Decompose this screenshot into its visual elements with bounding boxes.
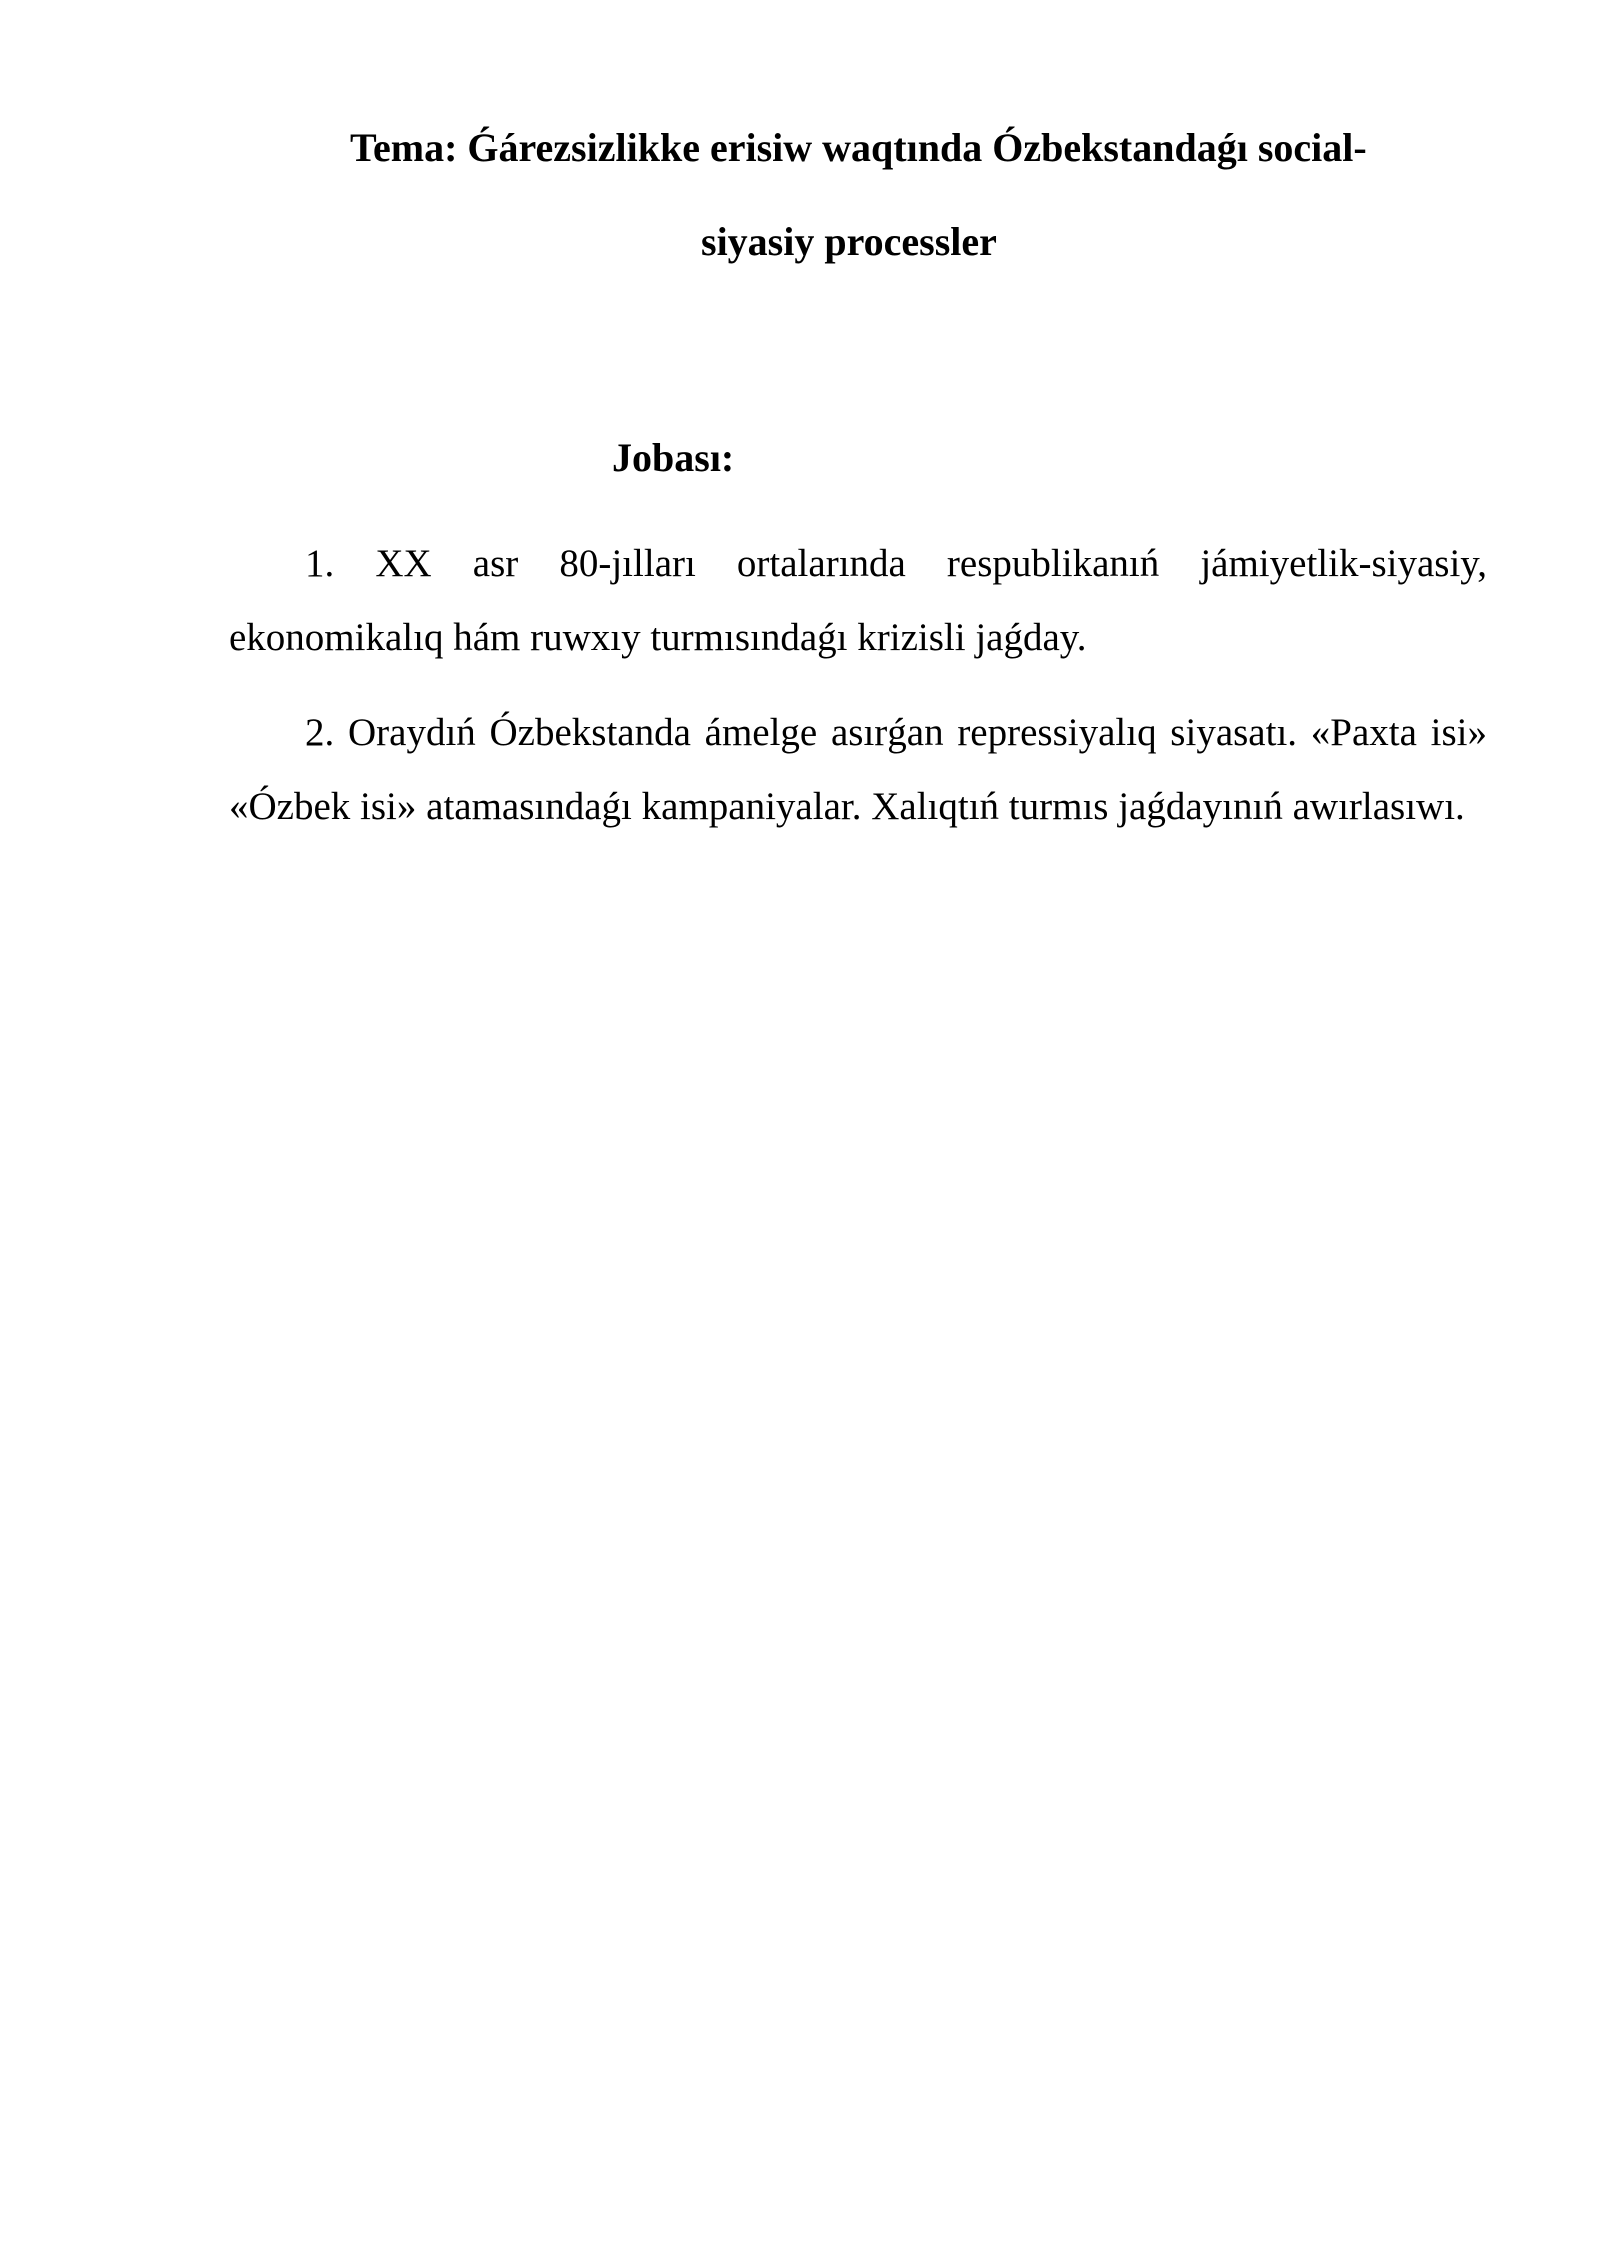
plan-item-1: 1. XX asr 80-jılları ortalarında respublikanıń jámiyetlik-siyasiy, ekonomikalıq hám ruwxıy turmısındaǵı krizisli jaǵday. [229,542,1487,659]
title-line-1: Tema: Ǵárezsizlikke erisiw waqtında Ózbekstandaǵı social- [350,125,1367,170]
plan-list [229,527,1487,844]
plan-item-2: 2. Oraydıń Ózbekstanda ámelge asırǵan repressiyalıq siyasatı. «Paxta isi» «Ózbek isi» atamasındaǵı kampaniyalar. Xalıqtıń turmıs jaǵdayınıń awırlasıwı. [229,711,1487,828]
plan-heading: Jobası: [612,435,735,480]
title-line-2: siyasiy processler [701,219,997,264]
